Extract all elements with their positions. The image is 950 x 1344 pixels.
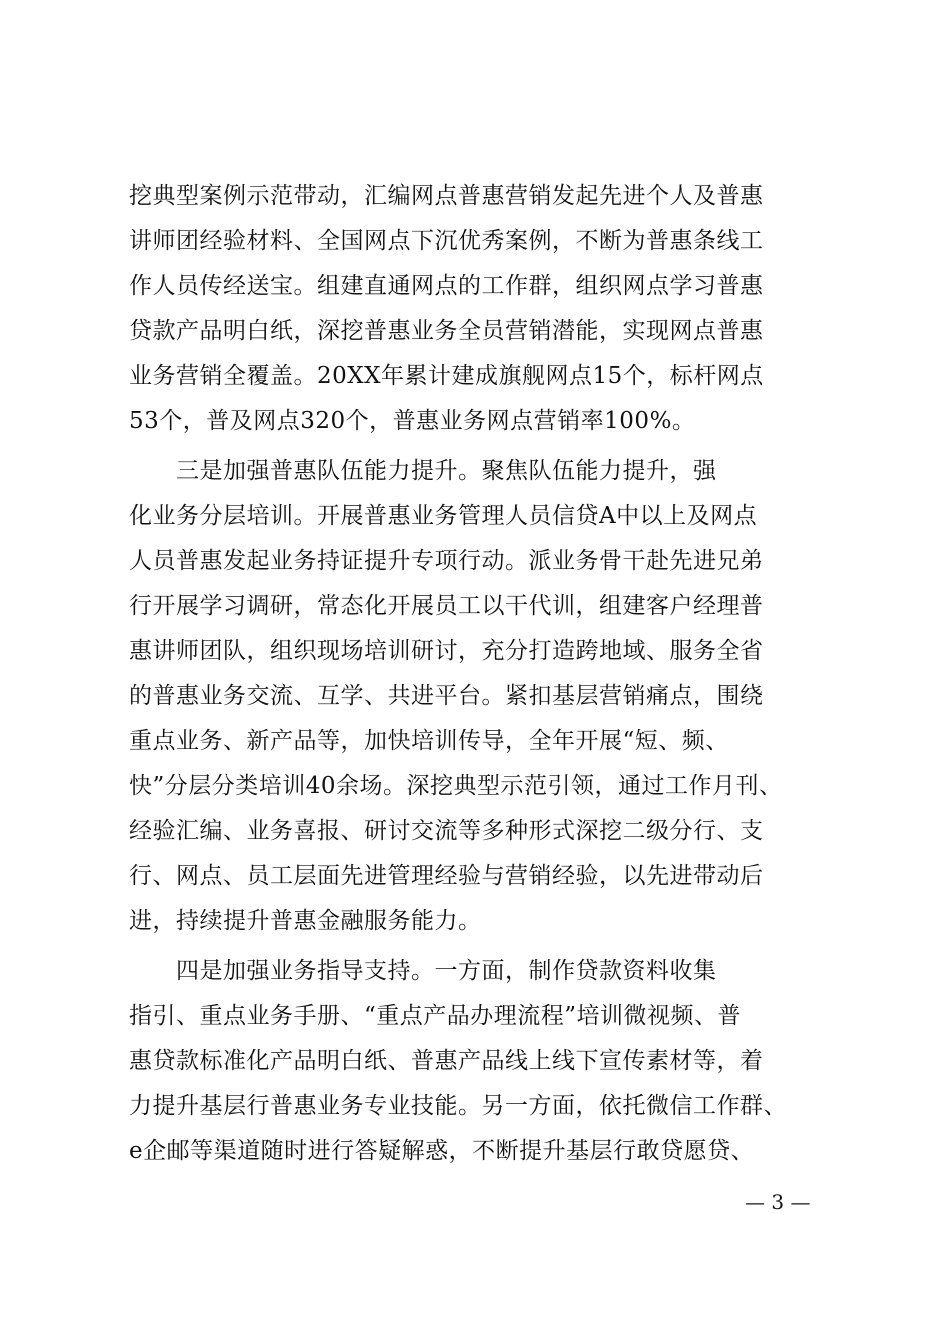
text-line-14: 快”分层分类培训40余场。深挖典型示范引领，通过工作月刊、 [129, 773, 783, 799]
text-line-15: 经验汇编、业务喜报、研讨交流等多种形式深挖二级分行、支 [129, 818, 764, 844]
text-line-13: 重点业务、新产品等，加快培训传导，全年开展“短、频、 [129, 728, 729, 754]
text-line-11: 惠讲师团队，组织现场培训研讨，充分打造跨地域、服务全省 [129, 638, 764, 664]
text-line-4: 贷款产品明白纸，深挖普惠业务全员营销潜能，实现网点普惠 [129, 318, 764, 344]
text-line-7: 三是加强普惠队伍能力提升。聚焦队伍能力提升，强 [129, 458, 717, 484]
text-line-16: 行、网点、员工层面先进管理经验与营销经验，以先进带动后 [129, 863, 764, 889]
text-line-10: 行开展学习调研，常态化开展员工以干代训，组建客户经理普 [129, 593, 764, 619]
text-line-3: 作人员传经送宝。组建直通网点的工作群，组织网点学习普惠 [129, 273, 764, 299]
text-line-20: 惠贷款标准化产品明白纸、普惠产品线上线下宣传素材等，着 [129, 1048, 764, 1074]
text-line-12: 的普惠业务交流、互学、共进平台。紧扣基层营销痛点，围绕 [129, 683, 764, 709]
text-line-6: 53个，普及网点320个，普惠业务网点营销率100%。 [129, 408, 696, 434]
text-line-19: 指引、重点业务手册、“重点产品办理流程”培训微视频、普 [129, 1003, 742, 1029]
text-line-5: 业务营销全覆盖。20XX年累计建成旗舰网点15个，标杆网点 [129, 363, 764, 389]
text-line-9: 人员普惠发起业务持证提升专项行动。派业务骨干赴先进兄弟 [129, 548, 764, 574]
text-line-8: 化业务分层培训。开展普惠业务管理人员信贷A中以上及网点 [129, 503, 758, 529]
text-line-22: e企邮等渠道随时进行答疑解惑，不断提升基层行敢贷愿贷、 [129, 1138, 755, 1164]
text-line-2: 讲师团经验材料、全国网点下沉优秀案例，不断为普惠条线工 [129, 228, 764, 254]
text-line-21: 力提升基层行普惠业务专业技能。另一方面，依托微信工作群、 [129, 1093, 787, 1119]
text-line-17: 进，持续提升普惠金融服务能力。 [129, 908, 482, 934]
text-line-18: 四是加强业务指导支持。一方面，制作贷款资料收集 [129, 958, 717, 984]
page-number: — 3 — [745, 1190, 811, 1214]
text-line-1: 挖典型案例示范带动，汇编网点普惠营销发起先进个人及普惠 [129, 183, 764, 209]
